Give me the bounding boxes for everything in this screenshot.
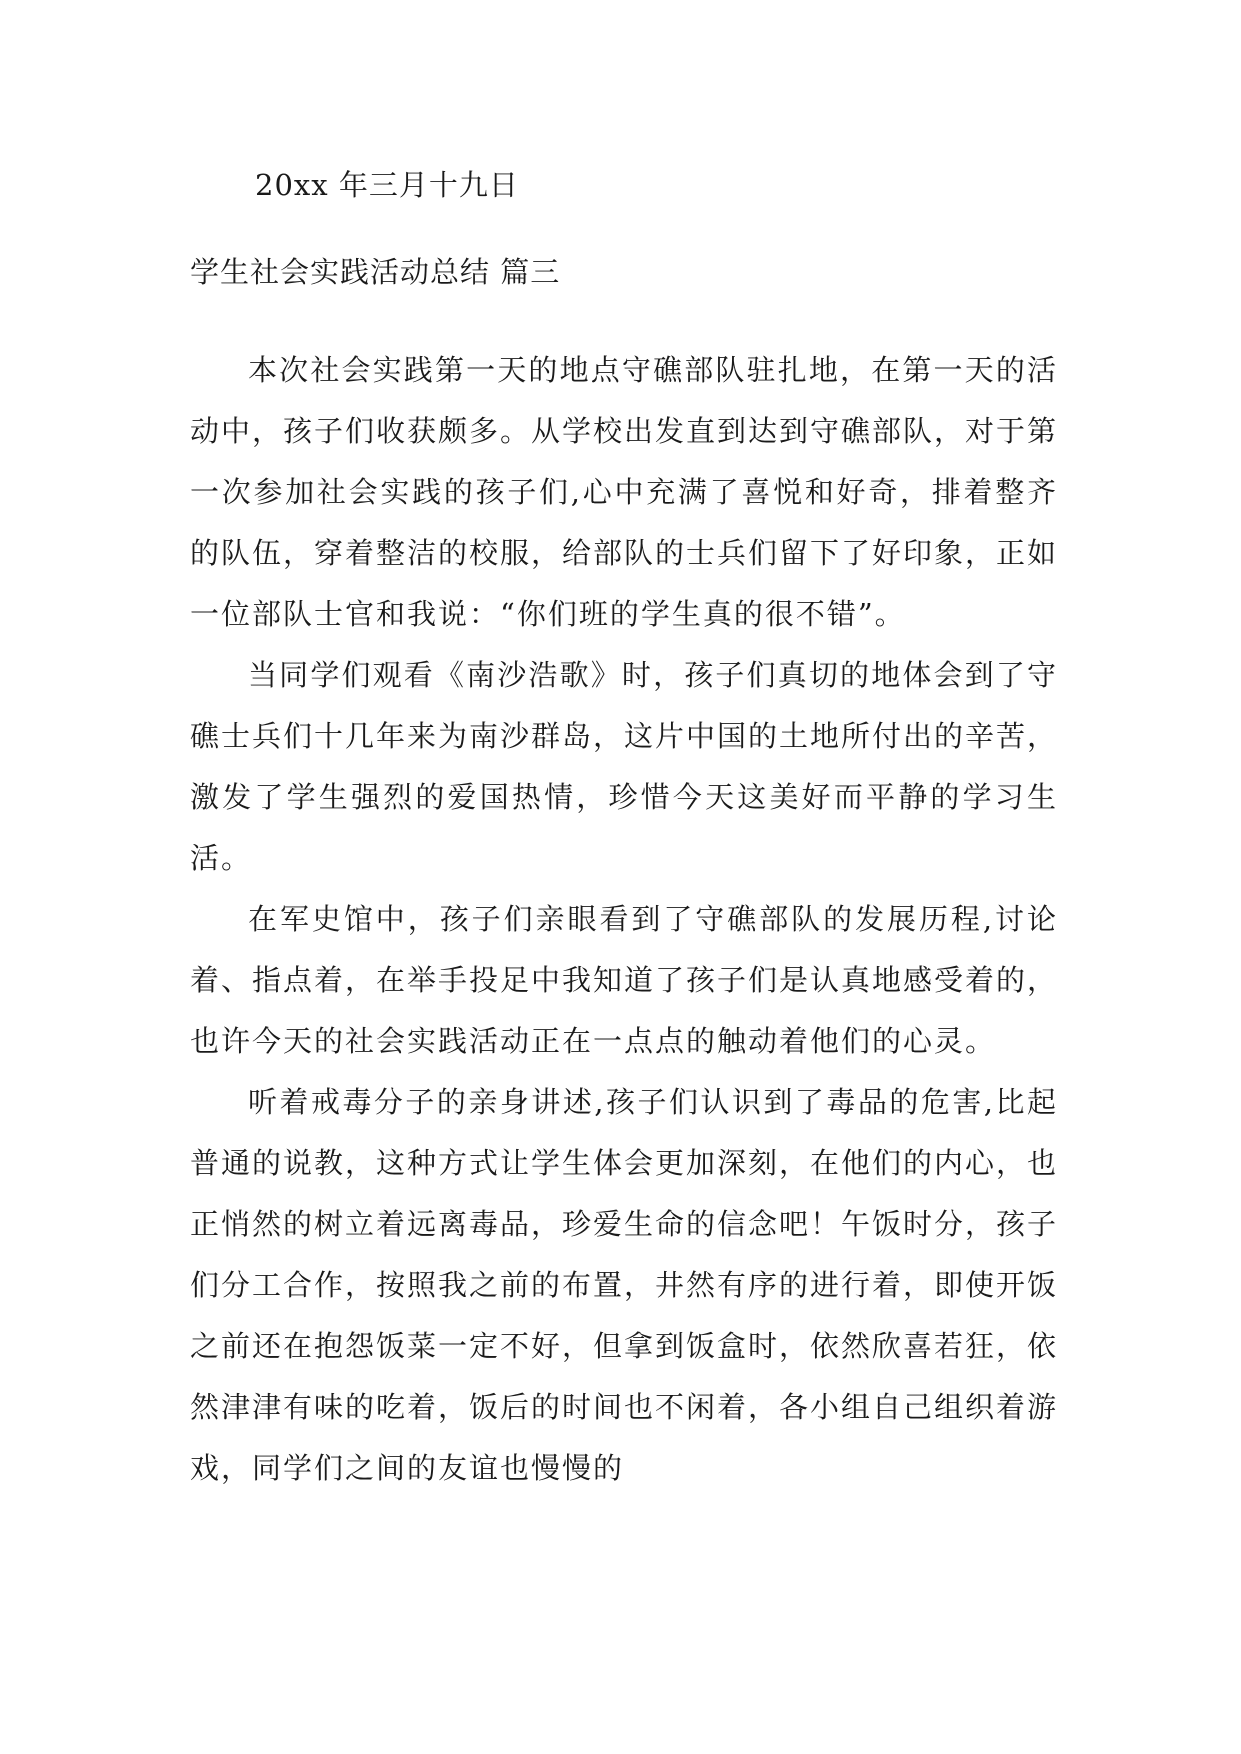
section-title: 学生社会实践活动总结 篇三 <box>190 255 561 289</box>
paragraph-2: 当同学们观看《南沙浩歌》时，孩子们真切的地体会到了守礁士兵们十几年来为南沙群岛，这片中国的土地所付出的辛苦，激发了学生强烈的爱国热情，珍惜今天这美好而平静的学习生活。 <box>190 658 1059 875</box>
body-text <box>190 340 1058 1499</box>
paragraph-4: 听着戒毒分子的亲身讲述,孩子们认识到了毒品的危害,比起普通的说教，这种方式让学生体会更加深刻，在他们的内心，也正悄然的树立着远离毒品，珍爱生命的信念吧！午饭时分，孩子们分工合作，按照我之前的布置，井然有序的进行着，即使开饭之前还在抱怨饭菜一定不好，但拿到饭盒时，依然欣喜若狂，依然津津有味的吃着，饭后的时间也不闲着，各小组自己组织着游戏，同学们之间的友谊也慢慢的 <box>190 1085 1059 1485</box>
paragraph-3: 在军史馆中，孩子们亲眼看到了守礁部队的发展历程,讨论着、指点着，在举手投足中我知道了孩子们是认真地感受着的，也许今天的社会实践活动正在一点点的触动着他们的心灵。 <box>190 902 1059 1058</box>
paragraph-1: 本次社会实践第一天的地点守礁部队驻扎地，在第一天的活动中，孩子们收获颇多。从学校出发直到达到守礁部队，对于第一次参加社会实践的孩子们,心中充满了喜悦和好奇，排着整齐的队伍，穿着整洁的校服，给部队的士兵们留下了好印象，正如一位部队士官和我说：“你们班的学生真的很不错”。 <box>190 353 1059 631</box>
date-line: 20xx 年三月十九日 <box>255 168 519 202</box>
